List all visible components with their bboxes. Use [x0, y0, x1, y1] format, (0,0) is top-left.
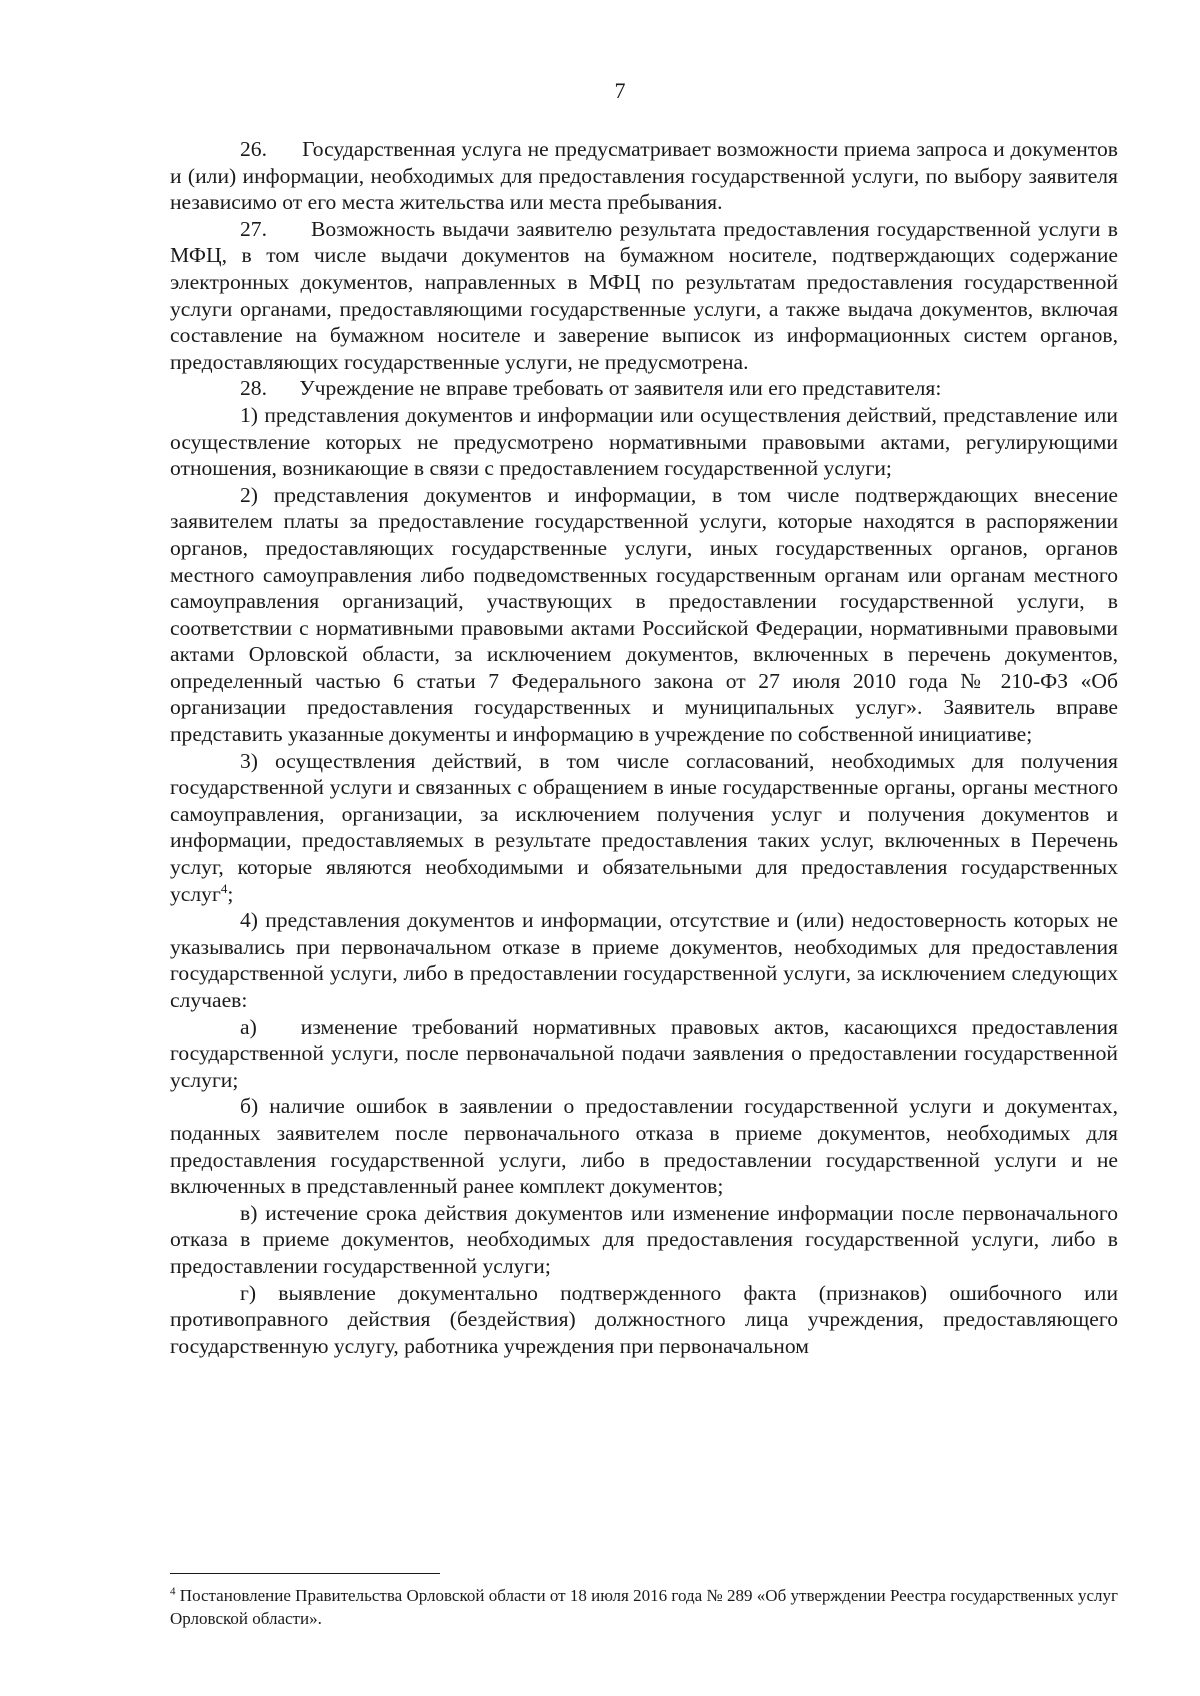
footnote [170, 1584, 1118, 1630]
sub-item-a: а) изменение требований нормативных правовых актов, касающихся предоставления государственной услуги, после первоначальной подачи заявления о предоставлении государственной услуги; [170, 1014, 1118, 1092]
list-item-2: 2) представления документов и информации, в том числе подтверждающих внесение заявителем платы за предоставление государственной услуги, которые находятся в распоряжении органов, предоставляющих государственные услуги, иных государственных органов, органов местного самоуправления либо подведомственных государственным органам или органам местного самоуправления организаций, участвующих в предоставлении государственной услуги, в соответствии с нормативными правовыми актами Российской Федерации, нормативными правовыми актами Орловской области, за исключением документов, включенных в перечень документов, определенный частью 6 статьи 7 Федерального закона от 27 июля 2010 года № 210-ФЗ «Об организации предоставления государственных и муниципальных услуг». Заявитель вправе представить указанные документы и информацию в учреждение по собственной инициативе; [170, 482, 1118, 747]
sub-item-v: в) истечение срока действия документов или изменение информации после первоначального отказа в приеме документов, необходимых для предоставления государственной услуги, либо в предоставлении государственной услуги; [170, 1200, 1118, 1278]
paragraph-28: 28. Учреждение не вправе требовать от заявителя или его представителя: [240, 376, 942, 401]
sub-item-b: б) наличие ошибок в заявлении о предоставлении государственной услуги и документах, поданных заявителем после первоначального отказа в приеме документов, необходимых для предоставления государственной услуги, либо в предоставлении государственной услуги и не включенных в представленный ранее комплект документов; [170, 1094, 1118, 1199]
list-item-3-text: 3) осуществления действий, в том числе согласований, необходимых для получения государственной услуги и связанных с обращением в иные государственные органы, органы местного самоуправления, организации, за исключением получения услуг и получения документов и информации, предоставляемых в результате предоставления таких услуг, включенных в Перечень услуг, которые являются необходимыми и обязательными для предоставления государственных услуг [170, 748, 1118, 906]
footnote-text: Постановление Правительства Орловской области от 18 июля 2016 года № 289 «Об утверждении Реестра государственных услуг Орловской области». [170, 1586, 1118, 1628]
footnote-reference[interactable]: 4 [220, 880, 228, 896]
list-item-3-suffix: ; [227, 881, 234, 906]
list-item-3 [170, 748, 1118, 908]
list-item-4: 4) представления документов и информации, отсутствие и (или) недостоверность которых не указывались при первоначальном отказе в приеме документов, необходимых для предоставления государственной услуги, либо в предоставлении государственной услуги, за исключением следующих случаев: [170, 908, 1118, 1012]
paragraph-26: 26. Государственная услуга не предусматривает возможности приема запроса и документов и (или) информации, необходимых для предоставления государственной услуги, по выбору заявителя независимо от его места жительства или места пребывания. [170, 137, 1118, 215]
document-body [170, 136, 1118, 1359]
paragraph-27: 27. Возможность выдачи заявителю результата предоставления государственной услуги в МФЦ, в том числе выдачи документов на бумажном носителе, подтверждающих содержание электронных документов, направленных в МФЦ по результатам предоставления государственной услуги органами, предоставляющими государственные услуги, а также выдача документов, включая составление на бумажном носителе и заверение выписок из информационных систем органов, предоставляющих государственные услуги, не предусмотрена. [170, 216, 1118, 374]
footnote-marker: 4 [170, 1585, 176, 1598]
sub-item-g: г) выявление документально подтвержденного факта (признаков) ошибочного или противоправного действия (бездействия) должностного лица учреждения, предоставляющего государственную услугу, работника учреждения при первоначальном [170, 1280, 1118, 1358]
footnote-divider [170, 1573, 440, 1574]
list-item-1: 1) представления документов и информации или осуществления действий, представление или осуществление которых не предусмотрено нормативными правовыми актами, регулирующими отношения, возникающие в связи с предоставлением государственной услуги; [170, 402, 1118, 481]
page-number: 7 [614, 78, 626, 103]
